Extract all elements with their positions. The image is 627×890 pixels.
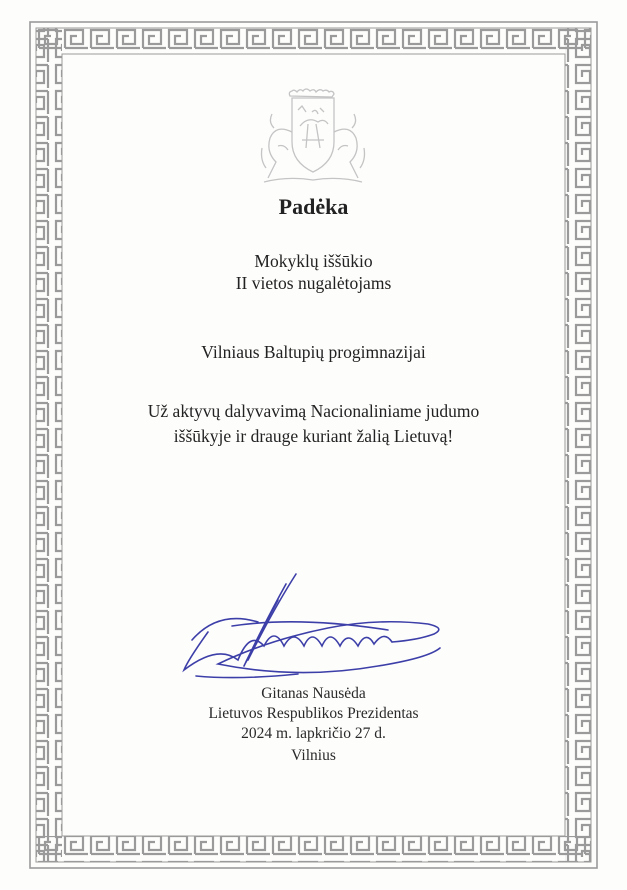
document-title: Padėka [278,194,349,219]
subtitle-line-2: II vietos nugalėtojams [235,273,392,293]
signature-icon [178,570,448,690]
reason-line-2: iššūkyje ir drauge kuriant žalią Lietuvą! [173,426,454,446]
signing-date: 2024 m. lapkričio 27 d. [241,725,386,742]
reason-line-1: Už aktyvų dalyvavimą Nacionaliniame judumo [147,401,480,421]
subtitle-line-1: Mokyklų iššūkio [254,251,373,271]
signer-name: Gitanas Nausėda [261,685,366,702]
coat-of-arms-icon [258,88,368,188]
signing-place: Vilnius [291,747,336,764]
signer-position: Lietuvos Respublikos Prezidentas [208,705,419,722]
certificate-content [70,60,557,830]
recipient-name: Vilniaus Baltupių progimnazijai [201,342,426,362]
